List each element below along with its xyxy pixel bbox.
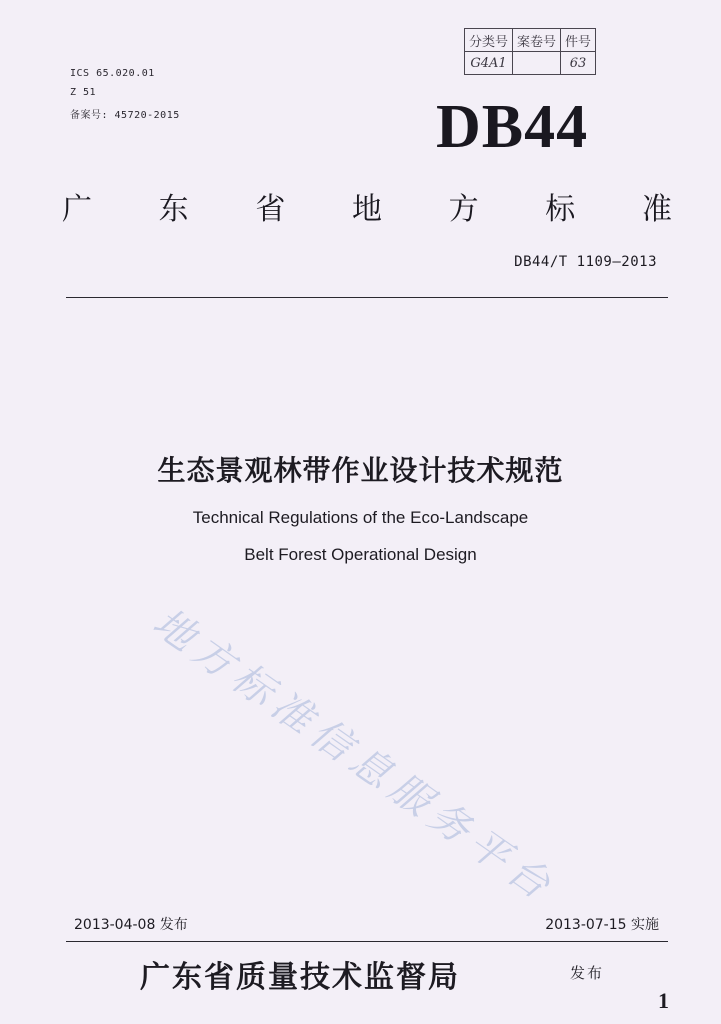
bottom-divider (66, 941, 668, 942)
issue-date: 2013-04-08 发布 (74, 917, 188, 933)
issue-label: 发布 (570, 964, 605, 982)
standard-type-char: 省 (255, 192, 286, 227)
standard-type-char: 广 (62, 192, 92, 227)
stamp-value-file (513, 52, 561, 75)
standard-type-char: 东 (158, 192, 189, 227)
title-chinese: 生态景观林带作业设计技术规范 (157, 454, 564, 487)
standard-type-char: 地 (351, 192, 382, 227)
watermark: 地方标准信息服务平台 (144, 599, 565, 913)
issuing-authority: 广东省质量技术监督局 (140, 960, 460, 995)
top-divider (66, 297, 668, 298)
page-number: 1 (658, 988, 669, 1013)
archive-stamp (464, 28, 596, 75)
title-english-line2: Belt Forest Operational Design (244, 545, 477, 564)
stamp-header-category: 分类号 (465, 29, 513, 52)
title-english-line1: Technical Regulations of the Eco-Landscape (192, 508, 529, 527)
standard-type-char: 准 (641, 192, 672, 227)
stamp-value-item: 63 (561, 52, 596, 75)
stamp-value-category: G4A1 (465, 52, 513, 75)
stamp-header-file: 案卷号 (513, 29, 561, 52)
db44-logo: DB44 (436, 93, 589, 161)
standard-type (62, 184, 672, 228)
stamp-header-item: 件号 (561, 29, 596, 52)
record-number: 备案号: 45720-2015 (70, 110, 180, 121)
standard-type-char: 标 (545, 192, 576, 227)
standard-type-char: 方 (448, 192, 479, 227)
standard-number: DB44/T 1109—2013 (514, 254, 657, 270)
implementation-date: 2013-07-15 实施 (545, 917, 659, 933)
ccs-code: Z 51 (70, 87, 97, 98)
ics-code: ICS 65.020.01 (70, 68, 155, 79)
